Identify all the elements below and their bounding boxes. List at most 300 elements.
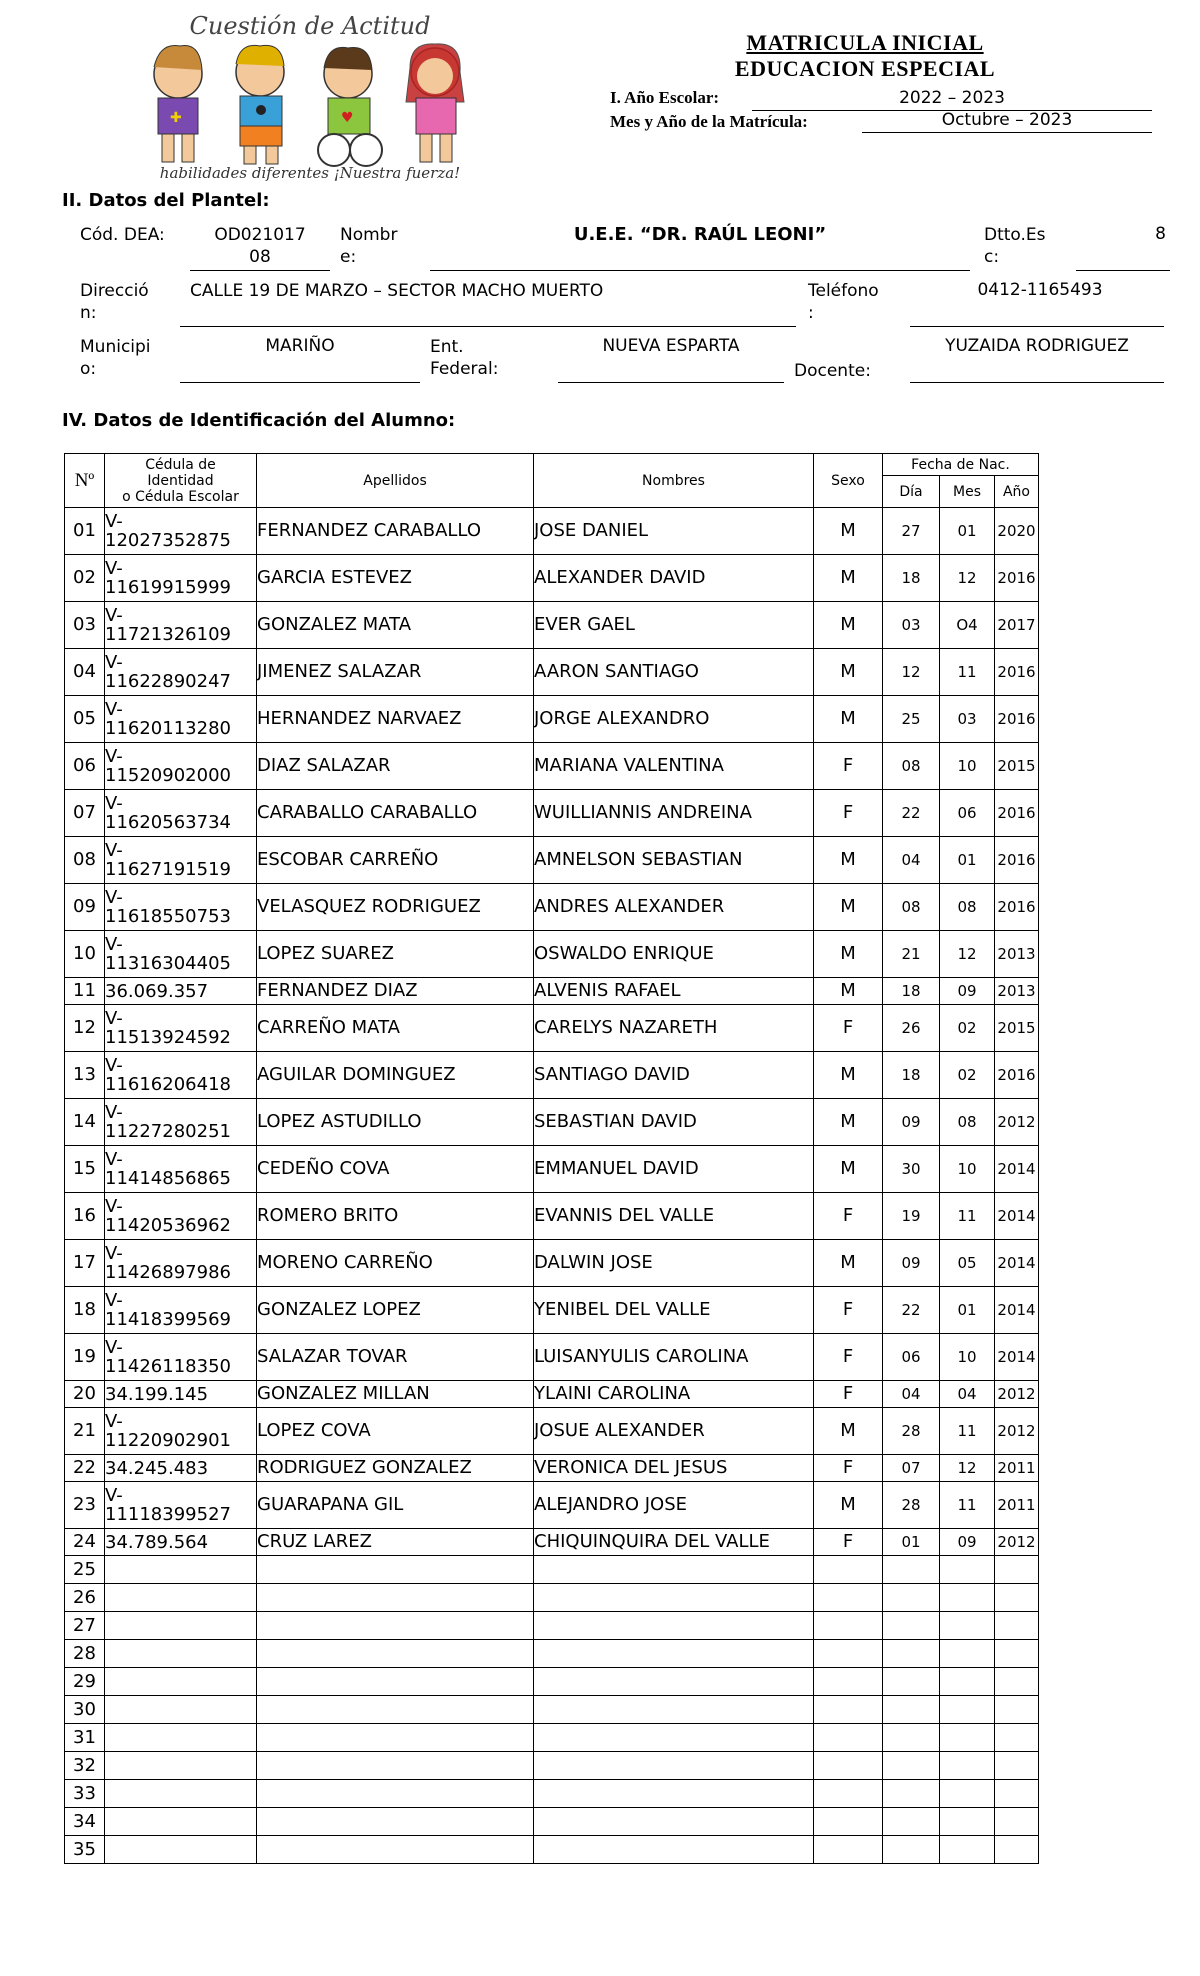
row-nombres: WUILLIANNIS ANDREINA (534, 790, 814, 837)
row-anio: 2020 (995, 508, 1039, 555)
row-dia: 21 (883, 931, 940, 978)
row-nombres: YENIBEL DEL VALLE (534, 1287, 814, 1334)
empty-cell (814, 1836, 883, 1864)
row-dia: 28 (883, 1482, 940, 1529)
direccion-label: Direcció n: (80, 281, 149, 323)
row-apellidos: LOPEZ SUAREZ (257, 931, 534, 978)
row-mes: 11 (940, 1408, 995, 1455)
municipio-line (180, 382, 420, 383)
row-apellidos: GONZALEZ MILLAN (257, 1381, 534, 1408)
row-number: 10 (65, 931, 105, 978)
row-cedula: V- 11620563734 (105, 790, 257, 837)
row-mes: 08 (940, 884, 995, 931)
table-row-empty (65, 1612, 1039, 1640)
row-number: 26 (65, 1584, 105, 1612)
row-mes: 06 (940, 790, 995, 837)
row-mes: 10 (940, 743, 995, 790)
row-apellidos: LOPEZ ASTUDILLO (257, 1099, 534, 1146)
row-cedula: V- 11420536962 (105, 1193, 257, 1240)
row-sexo: M (814, 1099, 883, 1146)
header-fecha-nac: Fecha de Nac. (883, 454, 1039, 476)
row-dia: 06 (883, 1334, 940, 1381)
empty-cell (995, 1836, 1039, 1864)
row-dia: 08 (883, 884, 940, 931)
row-number: 19 (65, 1334, 105, 1381)
row-number: 02 (65, 555, 105, 602)
row-mes: 10 (940, 1146, 995, 1193)
mes-matricula-label: Mes y Año de la Matrícula: (610, 112, 808, 131)
row-mes: 02 (940, 1052, 995, 1099)
row-apellidos: CRUZ LAREZ (257, 1529, 534, 1556)
row-cedula: V- 11721326109 (105, 602, 257, 649)
row-cedula: 34.245.483 (105, 1455, 257, 1482)
row-cedula: 34.789.564 (105, 1529, 257, 1556)
row-sexo: F (814, 1005, 883, 1052)
row-nombres: YLAINI CAROLINA (534, 1381, 814, 1408)
row-anio: 2011 (995, 1482, 1039, 1529)
row-nombres: ALEJANDRO JOSE (534, 1482, 814, 1529)
table-row-empty (65, 1640, 1039, 1668)
row-dia: 26 (883, 1005, 940, 1052)
empty-cell (883, 1836, 940, 1864)
row-anio: 2016 (995, 696, 1039, 743)
row-apellidos: MORENO CARREÑO (257, 1240, 534, 1287)
empty-cell (995, 1584, 1039, 1612)
row-dia: 25 (883, 696, 940, 743)
empty-cell (105, 1808, 257, 1836)
row-mes: 03 (940, 696, 995, 743)
row-nombres: EVER GAEL (534, 602, 814, 649)
row-sexo: M (814, 1482, 883, 1529)
row-apellidos: GONZALEZ LOPEZ (257, 1287, 534, 1334)
empty-cell (883, 1668, 940, 1696)
empty-cell (534, 1780, 814, 1808)
row-number: 20 (65, 1381, 105, 1408)
row-mes: 05 (940, 1240, 995, 1287)
row-dia: 07 (883, 1455, 940, 1482)
row-nombres: DALWIN JOSE (534, 1240, 814, 1287)
empty-cell (883, 1556, 940, 1584)
row-nombres: JOSUE ALEXANDER (534, 1408, 814, 1455)
table-row (65, 1381, 1039, 1408)
empty-cell (534, 1556, 814, 1584)
empty-cell (814, 1696, 883, 1724)
dtto-line (1076, 270, 1170, 271)
table-row (65, 696, 1039, 743)
row-dia: 30 (883, 1146, 940, 1193)
row-cedula: V- 11426118350 (105, 1334, 257, 1381)
plantel-section-title: II. Datos del Plantel: (62, 190, 270, 211)
logo-caption-top: Cuestión de Actitud (189, 12, 431, 40)
table-row (65, 555, 1039, 602)
row-number: 25 (65, 1556, 105, 1584)
empty-cell (257, 1836, 534, 1864)
table-row (65, 978, 1039, 1005)
row-anio: 2014 (995, 1334, 1039, 1381)
row-sexo: M (814, 884, 883, 931)
anio-escolar-value: 2022 – 2023 (752, 88, 1152, 111)
table-row-empty (65, 1808, 1039, 1836)
row-anio: 2013 (995, 978, 1039, 1005)
row-mes: 12 (940, 931, 995, 978)
row-cedula: V- 11513924592 (105, 1005, 257, 1052)
svg-text:✚: ✚ (170, 110, 182, 126)
row-number: 12 (65, 1005, 105, 1052)
row-anio: 2016 (995, 884, 1039, 931)
empty-cell (883, 1724, 940, 1752)
row-anio: 2017 (995, 602, 1039, 649)
empty-cell (883, 1696, 940, 1724)
header-apellidos: Apellidos (257, 454, 534, 508)
row-apellidos: GARCIA ESTEVEZ (257, 555, 534, 602)
table-row (65, 1334, 1039, 1381)
row-anio: 2015 (995, 1005, 1039, 1052)
direccion-value: CALLE 19 DE MARZO – SECTOR MACHO MUERTO (190, 281, 604, 301)
row-cedula: V- 11118399527 (105, 1482, 257, 1529)
row-anio: 2013 (995, 931, 1039, 978)
empty-cell (995, 1668, 1039, 1696)
row-dia: 28 (883, 1408, 940, 1455)
row-apellidos: CEDEÑO COVA (257, 1146, 534, 1193)
row-number: 24 (65, 1529, 105, 1556)
row-anio: 2012 (995, 1408, 1039, 1455)
empty-cell (883, 1752, 940, 1780)
empty-cell (105, 1836, 257, 1864)
empty-cell (995, 1808, 1039, 1836)
nombre-plantel-value: U.E.E. “DR. RAÚL LEONI” (573, 224, 827, 245)
cod-dea-value: OD021017 08 (214, 225, 306, 267)
row-apellidos: SALAZAR TOVAR (257, 1334, 534, 1381)
empty-cell (940, 1640, 995, 1668)
nombre-line (430, 270, 970, 271)
row-sexo: F (814, 790, 883, 837)
row-mes: 10 (940, 1334, 995, 1381)
row-nombres: EMMANUEL DAVID (534, 1146, 814, 1193)
logo-caption-bottom: habilidades diferentes ¡Nuestra fuerza! (159, 164, 461, 182)
table-row-empty (65, 1836, 1039, 1864)
row-cedula: V- 11220902901 (105, 1408, 257, 1455)
row-apellidos: GUARAPANA GIL (257, 1482, 534, 1529)
row-mes: 01 (940, 508, 995, 555)
row-number: 23 (65, 1482, 105, 1529)
row-apellidos: VELASQUEZ RODRIGUEZ (257, 884, 534, 931)
row-mes: 09 (940, 1529, 995, 1556)
empty-cell (940, 1780, 995, 1808)
row-sexo: F (814, 1455, 883, 1482)
empty-cell (995, 1752, 1039, 1780)
empty-cell (814, 1780, 883, 1808)
school-logo (120, 12, 500, 182)
row-anio: 2012 (995, 1529, 1039, 1556)
empty-cell (940, 1668, 995, 1696)
table-row-empty (65, 1556, 1039, 1584)
row-dia: 18 (883, 978, 940, 1005)
row-sexo: F (814, 1381, 883, 1408)
row-anio: 2014 (995, 1240, 1039, 1287)
row-nombres: ANDRES ALEXANDER (534, 884, 814, 931)
empty-cell (883, 1640, 940, 1668)
row-dia: 18 (883, 1052, 940, 1099)
row-number: 31 (65, 1724, 105, 1752)
row-anio: 2014 (995, 1193, 1039, 1240)
row-sexo: M (814, 1408, 883, 1455)
row-cedula: V- 11616206418 (105, 1052, 257, 1099)
table-row (65, 1052, 1039, 1099)
municipio-value: MARIÑO (265, 336, 335, 356)
empty-cell (105, 1612, 257, 1640)
row-anio: 2016 (995, 555, 1039, 602)
empty-cell (940, 1808, 995, 1836)
table-row (65, 884, 1039, 931)
table-row (65, 790, 1039, 837)
row-dia: 12 (883, 649, 940, 696)
empty-cell (940, 1696, 995, 1724)
empty-cell (814, 1612, 883, 1640)
row-cedula: 36.069.357 (105, 978, 257, 1005)
telefono-label: Teléfono : (808, 281, 879, 323)
row-anio: 2014 (995, 1146, 1039, 1193)
row-mes: 01 (940, 1287, 995, 1334)
table-row (65, 743, 1039, 790)
table-row (65, 649, 1039, 696)
row-dia: 08 (883, 743, 940, 790)
empty-cell (105, 1640, 257, 1668)
row-cedula: V- 11627191519 (105, 837, 257, 884)
empty-cell (995, 1640, 1039, 1668)
empty-cell (995, 1612, 1039, 1640)
dtto-label: Dtto.Es c: (984, 225, 1046, 267)
row-nombres: SEBASTIAN DAVID (534, 1099, 814, 1146)
row-dia: 27 (883, 508, 940, 555)
row-anio: 2016 (995, 837, 1039, 884)
row-number: 14 (65, 1099, 105, 1146)
row-sexo: F (814, 1529, 883, 1556)
row-cedula: V- 11622890247 (105, 649, 257, 696)
row-apellidos: LOPEZ COVA (257, 1408, 534, 1455)
header-cedula: Cédula de Identidad o Cédula Escolar (105, 454, 257, 508)
table-row (65, 1240, 1039, 1287)
row-number: 34 (65, 1808, 105, 1836)
empty-cell (105, 1556, 257, 1584)
empty-cell (534, 1696, 814, 1724)
row-nombres: LUISANYULIS CAROLINA (534, 1334, 814, 1381)
empty-cell (995, 1696, 1039, 1724)
empty-cell (883, 1808, 940, 1836)
row-number: 29 (65, 1668, 105, 1696)
direccion-line (180, 326, 796, 327)
empty-cell (257, 1724, 534, 1752)
row-cedula: 34.199.145 (105, 1381, 257, 1408)
empty-cell (105, 1780, 257, 1808)
empty-cell (814, 1584, 883, 1612)
row-sexo: M (814, 602, 883, 649)
row-sexo: M (814, 1240, 883, 1287)
row-anio: 2011 (995, 1455, 1039, 1482)
empty-cell (534, 1808, 814, 1836)
table-row (65, 1529, 1039, 1556)
row-cedula: V- 11418399569 (105, 1287, 257, 1334)
row-nombres: SANTIAGO DAVID (534, 1052, 814, 1099)
empty-cell (940, 1584, 995, 1612)
row-number: 03 (65, 602, 105, 649)
empty-cell (995, 1780, 1039, 1808)
table-row-empty (65, 1752, 1039, 1780)
document-title: MATRICULA INICIAL (746, 30, 984, 55)
row-dia: 18 (883, 555, 940, 602)
header-sexo: Sexo (814, 454, 883, 508)
empty-cell (940, 1836, 995, 1864)
row-mes: 08 (940, 1099, 995, 1146)
row-nombres: ALEXANDER DAVID (534, 555, 814, 602)
row-cedula: V- 11618550753 (105, 884, 257, 931)
empty-cell (257, 1556, 534, 1584)
row-number: 16 (65, 1193, 105, 1240)
row-dia: 22 (883, 790, 940, 837)
empty-cell (814, 1556, 883, 1584)
empty-cell (534, 1640, 814, 1668)
row-number: 32 (65, 1752, 105, 1780)
table-row-empty (65, 1696, 1039, 1724)
cod-dea-line (190, 270, 330, 271)
row-sexo: F (814, 1334, 883, 1381)
row-number: 28 (65, 1640, 105, 1668)
document-subtitle: EDUCACION ESPECIAL (734, 56, 996, 81)
ent-federal-line (558, 382, 784, 383)
row-cedula: V- 11316304405 (105, 931, 257, 978)
row-mes: 12 (940, 555, 995, 602)
table-row (65, 602, 1039, 649)
row-cedula: V- 11227280251 (105, 1099, 257, 1146)
table-row (65, 931, 1039, 978)
row-number: 21 (65, 1408, 105, 1455)
row-dia: 04 (883, 837, 940, 884)
row-nombres: ALVENIS RAFAEL (534, 978, 814, 1005)
table-row (65, 1005, 1039, 1052)
row-dia: 01 (883, 1529, 940, 1556)
row-anio: 2016 (995, 1052, 1039, 1099)
row-nombres: VERONICA DEL JESUS (534, 1455, 814, 1482)
empty-cell (534, 1584, 814, 1612)
row-sexo: M (814, 508, 883, 555)
row-sexo: M (814, 931, 883, 978)
table-row (65, 1287, 1039, 1334)
empty-cell (257, 1696, 534, 1724)
header-dia: Día (883, 476, 940, 508)
header-n: Nº (65, 454, 105, 508)
row-number: 35 (65, 1836, 105, 1864)
row-mes: 02 (940, 1005, 995, 1052)
table-row (65, 1455, 1039, 1482)
row-nombres: JOSE DANIEL (534, 508, 814, 555)
row-sexo: F (814, 1193, 883, 1240)
telefono-value: 0412-1165493 (977, 280, 1103, 300)
row-mes: 11 (940, 649, 995, 696)
row-anio: 2012 (995, 1381, 1039, 1408)
empty-cell (940, 1752, 995, 1780)
nombre-label: Nombr e: (340, 225, 398, 267)
empty-cell (534, 1836, 814, 1864)
table-row (65, 1482, 1039, 1529)
empty-cell (534, 1724, 814, 1752)
empty-cell (814, 1640, 883, 1668)
row-cedula: V- 11520902000 (105, 743, 257, 790)
row-mes: 11 (940, 1193, 995, 1240)
row-apellidos: ROMERO BRITO (257, 1193, 534, 1240)
empty-cell (534, 1612, 814, 1640)
table-row-empty (65, 1584, 1039, 1612)
dtto-value: 8 (1155, 224, 1166, 244)
header-nombres: Nombres (534, 454, 814, 508)
row-apellidos: FERNANDEZ CARABALLO (257, 508, 534, 555)
empty-cell (995, 1556, 1039, 1584)
empty-cell (883, 1612, 940, 1640)
empty-cell (105, 1668, 257, 1696)
row-number: 06 (65, 743, 105, 790)
row-mes: 12 (940, 1455, 995, 1482)
empty-cell (940, 1612, 995, 1640)
row-dia: 19 (883, 1193, 940, 1240)
anio-escolar-label: I. Año Escolar: (610, 88, 720, 107)
row-mes: 11 (940, 1482, 995, 1529)
row-dia: 04 (883, 1381, 940, 1408)
empty-cell (940, 1556, 995, 1584)
empty-cell (257, 1612, 534, 1640)
row-dia: 09 (883, 1099, 940, 1146)
ent-federal-value: NUEVA ESPARTA (602, 336, 740, 356)
row-dia: 22 (883, 1287, 940, 1334)
row-number: 08 (65, 837, 105, 884)
row-anio: 2016 (995, 649, 1039, 696)
table-row-empty (65, 1724, 1039, 1752)
row-sexo: M (814, 837, 883, 884)
municipio-label: Municipi o: (80, 337, 151, 379)
row-anio: 2015 (995, 743, 1039, 790)
row-number: 27 (65, 1612, 105, 1640)
row-sexo: M (814, 696, 883, 743)
row-number: 01 (65, 508, 105, 555)
empty-cell (940, 1724, 995, 1752)
row-number: 22 (65, 1455, 105, 1482)
empty-cell (814, 1668, 883, 1696)
row-number: 05 (65, 696, 105, 743)
row-cedula: V- 11620113280 (105, 696, 257, 743)
row-anio: 2016 (995, 790, 1039, 837)
empty-cell (534, 1668, 814, 1696)
row-number: 13 (65, 1052, 105, 1099)
row-sexo: M (814, 1052, 883, 1099)
table-row (65, 837, 1039, 884)
ent-federal-label: Ent. Federal: (430, 337, 499, 379)
row-apellidos: GONZALEZ MATA (257, 602, 534, 649)
row-sexo: M (814, 649, 883, 696)
header-anio: Año (995, 476, 1039, 508)
row-sexo: M (814, 1146, 883, 1193)
row-nombres: EVANNIS DEL VALLE (534, 1193, 814, 1240)
mes-matricula-value: Octubre – 2023 (862, 110, 1152, 133)
row-apellidos: CARREÑO MATA (257, 1005, 534, 1052)
row-cedula: V- 11619915999 (105, 555, 257, 602)
row-mes: 01 (940, 837, 995, 884)
row-apellidos: ESCOBAR CARREÑO (257, 837, 534, 884)
row-cedula: V- 12027352875 (105, 508, 257, 555)
row-number: 04 (65, 649, 105, 696)
empty-cell (257, 1584, 534, 1612)
row-apellidos: RODRIGUEZ GONZALEZ (257, 1455, 534, 1482)
row-nombres: MARIANA VALENTINA (534, 743, 814, 790)
empty-cell (814, 1724, 883, 1752)
row-number: 11 (65, 978, 105, 1005)
empty-cell (257, 1668, 534, 1696)
